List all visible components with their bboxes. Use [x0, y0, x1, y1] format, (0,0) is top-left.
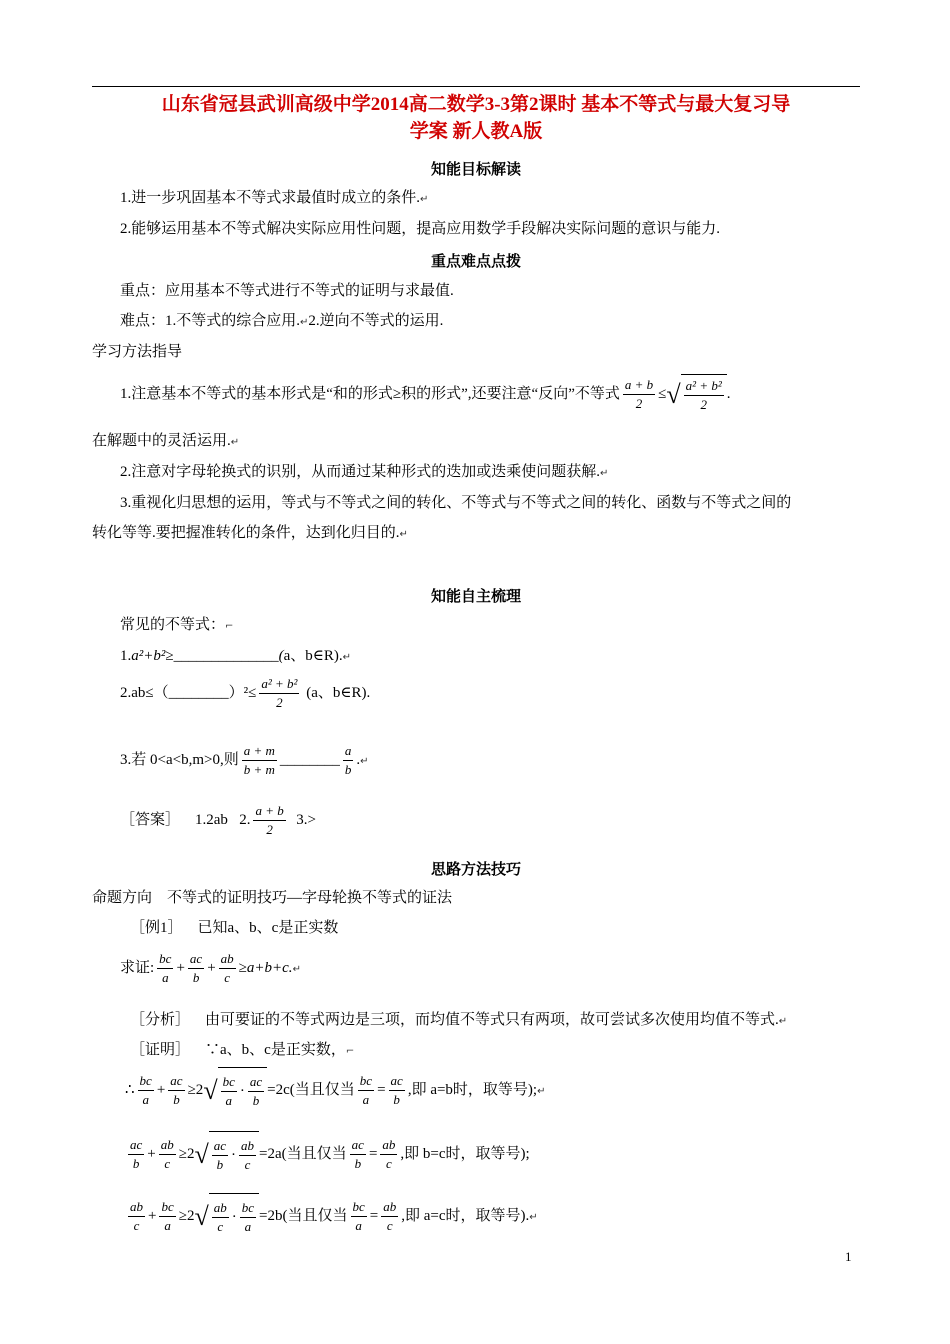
formula-1: 1.a²+b²≥______________(a、b∈R).↵	[120, 648, 351, 664]
topic-line: 命题方向 不等式的证明技巧—字母轮换不等式的证法	[92, 890, 453, 906]
method-paragraph-3-line1: 3.重视化归思想的运用，等式与不等式之间的转化、不等式与不等式之间的转化、函数与不等式之间的	[120, 495, 792, 511]
document-title-line1: 山东省冠县武训高级中学2014高二数学3-3第2课时 基本不等式与最大复习导	[161, 94, 791, 115]
section-heading-methods: 思路方法技巧	[430, 862, 521, 878]
method-paragraph-1-cont: 在解题中的灵活运用.↵	[92, 433, 240, 449]
difficult-point: 难点：1.不等式的综合应用.↵2.逆向不等式的运用.	[120, 313, 444, 329]
answers: ［答案］ 1.2ab 2. $\frac{a + b}{2}$ 3.>	[120, 803, 316, 838]
common-inequalities-intro: 常见的不等式：⌐	[120, 617, 234, 633]
objective-item-2: 2.能够运用基本不等式解决实际应用性问题，提高应用数学手段解决实际问题的意识与能力.	[120, 221, 721, 237]
key-point: 重点：应用基本不等式进行不等式的证明与求最值.	[120, 283, 454, 299]
example-1: ［例1］ 已知a、b、c是正实数	[130, 920, 339, 936]
objective-item-1: 1.进一步巩固基本不等式求最值时成立的条件.↵	[120, 190, 429, 206]
section-heading-objectives: 知能目标解读	[430, 162, 521, 178]
method-paragraph-2: 2.注意对字母轮换式的识别，从而通过某种形式的迭加或迭乘使问题获解.↵	[120, 464, 609, 480]
prove-statement: 求证: $\frac{bc}{a}$ + $\frac{ac}{b}$ + $\frac{ab}{c}$ ≥a+b+c.↵	[120, 951, 301, 986]
header-rule	[92, 86, 860, 87]
method-paragraph-1: 1.注意基本不等式的基本形式是“和的形式≥积的形式”,还要注意“反向”不等式 $\frac{a + b}{2}$ ≤√ $\frac{\text{a² + b²}}{2}$ .	[120, 374, 731, 415]
proof-line-2: $\frac{ac}{b}$ + $\frac{ab}{c}$ ≥2√ $\frac{ac}{b}$ · $\frac{ab}{c}$ =2a(当且仅当 $\frac{ac}{b}$ = $\frac{ab}{c}$ ,即 b=c时，取等号);	[125, 1131, 530, 1178]
section-heading-review: 知能自主梳理	[430, 589, 521, 605]
formula-3: 3.若 0<a<b,m>0,则 $\frac{a + m}{b + m}$ ________ $\frac{a}{b}$ .↵	[120, 743, 369, 778]
analysis: ［分析］ 由可要证的不等式两边是三项，而均值不等式只有两项，故可尝试多次使用均值不等式.↵	[130, 1012, 788, 1028]
document-title-line2: 学案 新人教A版	[409, 121, 543, 142]
page-number: 1	[845, 1249, 852, 1264]
proof-line-3: $\frac{ab}{c}$ + $\frac{bc}{a}$ ≥2√ $\frac{ab}{c}$ · $\frac{bc}{a}$ =2b(当且仅当 $\frac{bc}{a}$ = $\frac{ab}{c}$ ,即 a=c时，取等号).↵	[125, 1193, 538, 1241]
method-heading: 学习方法指导	[92, 344, 183, 360]
proof-line-1: ∴ $\frac{bc}{a}$ + $\frac{ac}{b}$ ≥2√ $\frac{bc}{a}$ · $\frac{ac}{b}$ =2c(当且仅当 $\frac{bc}{a}$ = $\frac{ac}{b}$ ,即 a=b时，取等号);↵	[125, 1067, 545, 1115]
proof-start: ［证明］ ∵a、b、c是正实数，⌐	[130, 1042, 355, 1058]
formula-2: 2.ab≤（________）²≤ $\frac{\text{a² + b²}}{2}$ (a、b∈R).	[120, 676, 371, 711]
fraction-mean: $\frac{a + b}{2}$	[624, 377, 654, 412]
sqrt-symbol: √ $\frac{\text{a² + b²}}{2}$	[666, 374, 726, 415]
section-heading-keypoints: 重点难点点拨	[430, 254, 521, 270]
method-paragraph-3-line2: 转化等等.要把握准转化的条件，达到化归目的.↵	[92, 525, 408, 541]
